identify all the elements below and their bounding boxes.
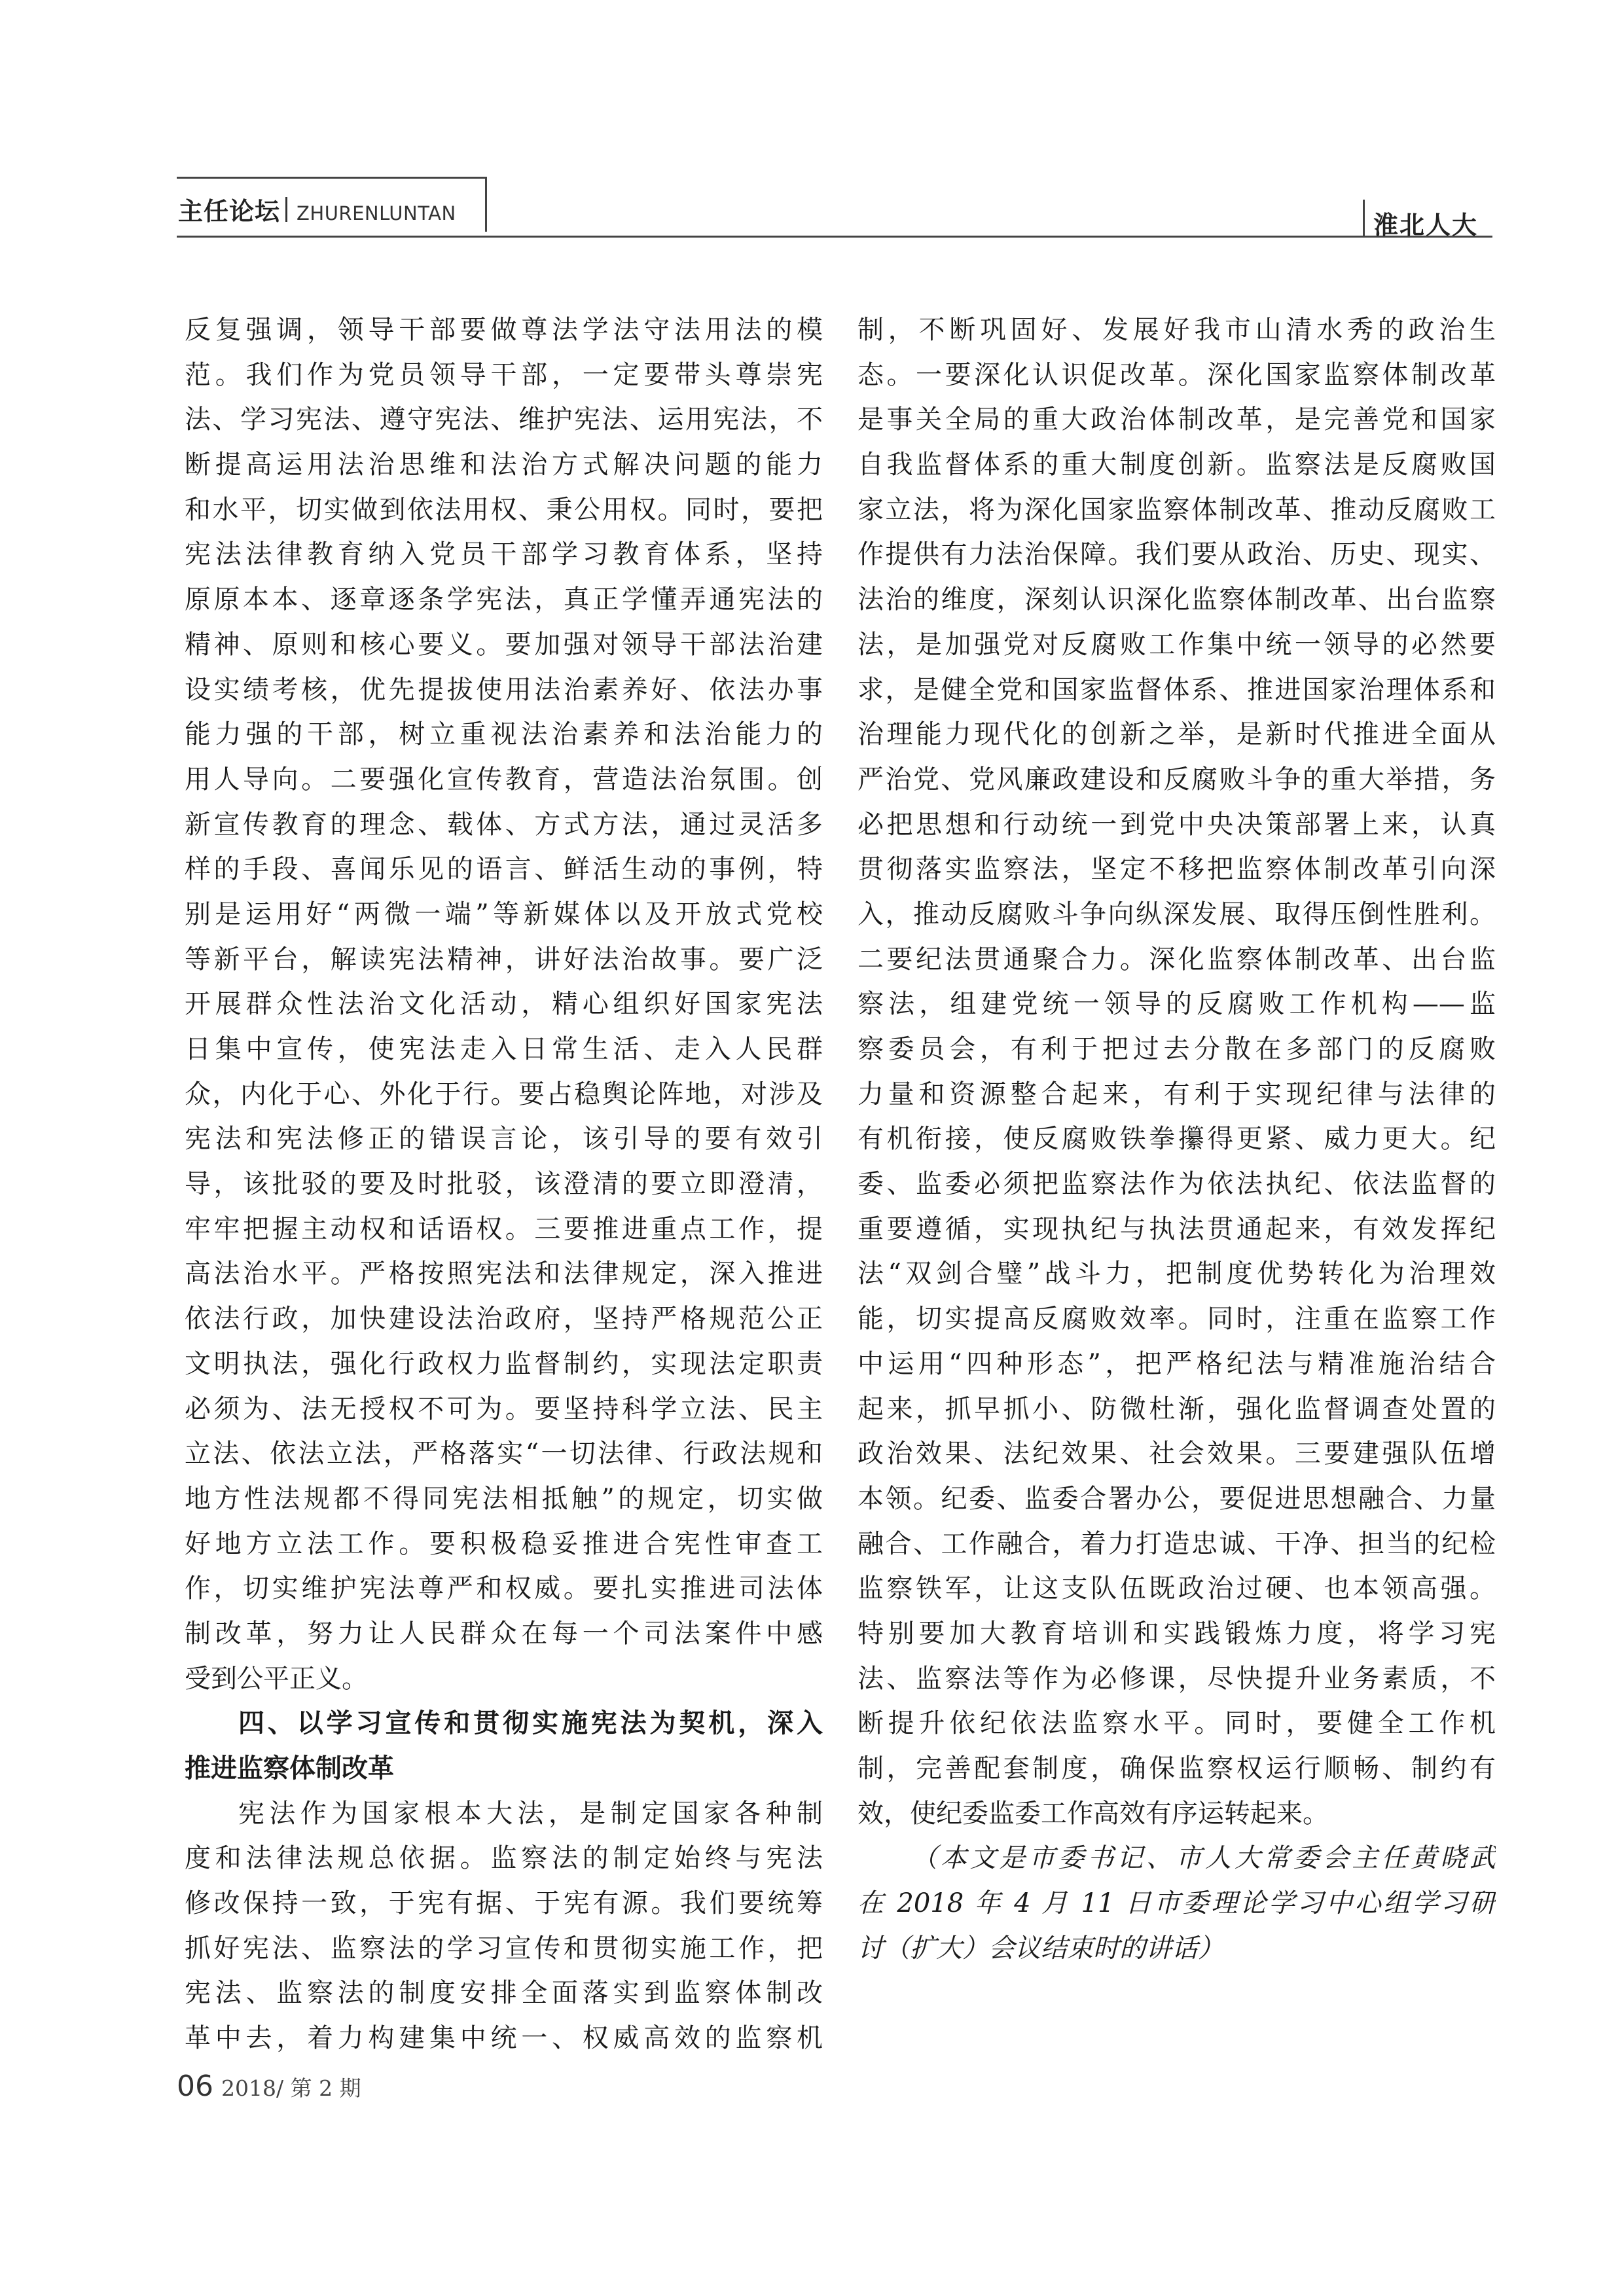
text-line: 政治效果、法纪效果、社会效果。三要建强队伍增 [857,1439,1496,1469]
text-line: 开展群众性法治文化活动，精心组织好国家宪法 [185,989,823,1020]
text-line: 和水平，切实做到依法用权、秉公用权。同时，要把 [185,494,823,525]
publication-name: 淮北人大 [1373,211,1479,240]
column-title-separator [285,197,287,222]
text-line: 依法行政，加快建设法治政府，坚持严格规范公正 [185,1304,823,1335]
left-column [185,308,823,2061]
text-line: 断提高运用法治思维和法治方式解决问题的能力 [185,450,823,480]
text-line: 作，切实维护宪法尊严和权威。要扎实推进司法体 [185,1573,823,1604]
text-line: 法、学习宪法、遵守宪法、维护宪法、运用宪法，不 [185,404,823,435]
text-line: 众，内化于心、外化于行。要占稳舆论阵地，对涉及 [185,1079,823,1109]
text-line: 是事关全局的重大政治体制改革，是完善党和国家 [857,404,1496,435]
text-line: 断提升依纪依法监察水平。同时，要健全工作机 [857,1708,1496,1739]
text-line: 文明执法，强化行政权力监督制约，实现法定职责 [185,1348,823,1379]
text-line: 宪法作为国家根本大法，是制定国家各种制 [238,1798,823,1829]
text-line: 修改保持一致，于宪有据、于宪有源。我们要统筹 [185,1888,823,1919]
text-line: 重要遵循，实现执纪与执法贯通起来，有效发挥纪 [857,1213,1496,1244]
text-line: 牢牢把握主动权和话语权。三要推进重点工作，提 [185,1213,823,1244]
text-line: 导，该批驳的要及时批驳，该澄清的要立即澄清， [185,1169,823,1200]
text-line: 设实绩考核，优先提拔使用法治素养好、依法办事 [185,674,823,705]
section-heading: 推进监察体制改革 [185,1753,394,1784]
text-line: 宪法、监察法的制度安排全面落实到监察体制改 [185,1978,823,2009]
text-line: 日集中宣传，使宪法走入日常生活、走入人民群 [185,1034,823,1064]
text-line: 监察铁军，让这支队伍既政治过硬、也本领高强。 [857,1573,1496,1604]
text-line: 察法，组建党统一领导的反腐败工作机构——监 [857,989,1496,1020]
text-line: 二要纪法贯通聚合力。深化监察体制改革、出台监 [857,944,1496,975]
text-line: 融合、工作融合，着力打造忠诚、干净、担当的纪检 [857,1528,1496,1559]
text-line: 别是运用好“两微一端”等新媒体以及开放式党校 [185,899,823,929]
text-line: 求，是健全党和国家监督体系、推进国家治理体系和 [857,674,1496,705]
text-line: 必须为、法无授权不可为。要坚持科学立法、民主 [185,1393,823,1424]
text-line: 入，推动反腐败斗争向纵深发展、取得压倒性胜利。 [857,899,1496,929]
text-line: 精神、原则和核心要义。要加强对领导干部法治建 [185,629,823,660]
text-line: 能，切实提高反腐败效率。同时，注重在监察工作 [857,1304,1496,1335]
text-line: 立法、依法立法，严格落实“一切法律、行政法规和 [185,1439,823,1469]
text-line: 作提供有力法治保障。我们要从政治、历史、现实、 [857,539,1496,570]
text-line: 家立法，将为深化国家监察体制改革、推动反腐败工 [857,494,1496,525]
text-line: 制，不断巩固好、发展好我市山清水秀的政治生 [857,315,1496,345]
text-line: 度和法律法规总依据。监察法的制定始终与宪法 [185,1843,823,1874]
text-line: 原原本本、逐章逐条学宪法，真正学懂弄通宪法的 [185,584,823,615]
column-title-cn: 主任论坛 [178,197,281,226]
text-line: 效，使纪委监委工作高效有序运转起来。 [857,1798,1329,1829]
author-note-line: 在 2018 年 4 月 11 日市委理论学习中心组学习研 [857,1888,1496,1919]
text-line: 宪法法律教育纳入党员干部学习教育体系，坚持 [185,539,823,570]
text-line: 高法治水平。严格按照宪法和法律规定，深入推进 [185,1259,823,1289]
text-line: 法、监察法等作为必修课，尽快提升业务素质，不 [857,1663,1496,1694]
text-line: 制，完善配套制度，确保监察权运行顺畅、制约有 [857,1753,1496,1784]
author-note-line: 讨（扩大）会议结束时的讲话） [857,1933,1224,1964]
author-note-line: （本文是市委书记、市人大常委会主任黄晓武 [911,1843,1496,1874]
text-line: 新宣传教育的理念、载体、方式方法，通过灵活多 [185,809,823,840]
text-line: 力量和资源整合起来，有利于实现纪律与法律的 [857,1079,1496,1109]
text-line: 宪法和宪法修正的错误言论，该引导的要有效引 [185,1124,823,1155]
text-line: 必把思想和行动统一到党中央决策部署上来，认真 [857,809,1496,840]
text-line: 自我监督体系的重大制度创新。监察法是反腐败国 [857,450,1496,480]
header-column-title [178,191,456,227]
text-line: 革中去，着力构建集中统一、权威高效的监察机 [185,2023,823,2054]
text-line: 受到公平正义。 [185,1663,368,1694]
column-title-en: ZHURENLUNTAN [297,202,456,224]
text-line: 委、监委必须把监察法作为依法执纪、依法监督的 [857,1169,1496,1200]
text-line: 能力强的干部，树立重视法治素养和法治能力的 [185,719,823,750]
text-line: 范。我们作为党员领导干部，一定要带头尊崇宪 [185,359,823,390]
text-line: 中运用“四种形态”，把严格纪法与精准施治结合 [857,1348,1496,1379]
text-line: 察委员会，有利于把过去分散在多部门的反腐败 [857,1034,1496,1064]
text-line: 用人导向。二要强化宣传教育，营造法治氛围。创 [185,764,823,795]
text-line: 本领。纪委、监委合署办公，要促进思想融合、力量 [857,1483,1496,1514]
text-line: 等新平台，解读宪法精神，讲好法治故事。要广泛 [185,944,823,975]
text-line: 好地方立法工作。要积极稳妥推进合宪性审查工 [185,1528,823,1559]
text-line: 法，是加强党对反腐败工作集中统一领导的必然要 [857,629,1496,660]
text-line: 态。一要深化认识促改革。深化国家监察体制改革 [857,359,1496,390]
text-line: 贯彻落实监察法，坚定不移把监察体制改革引向深 [857,854,1496,885]
right-column [857,308,1496,1971]
text-line: 抓好宪法、监察法的学习宣传和贯彻实施工作，把 [185,1933,823,1964]
section-heading: 四、以学习宣传和贯彻实施宪法为契机，深入 [238,1708,823,1739]
text-line: 样的手段、喜闻乐见的语言、鲜活生动的事例，特 [185,854,823,885]
text-line: 特别要加大教育培训和实践锻炼力度，将学习宪 [857,1618,1496,1649]
text-line: 反复强调，领导干部要做尊法学法守法用法的模 [185,315,823,345]
issue-label: 2018/ 第 2 期 [221,2075,361,2101]
text-line: 有机衔接，使反腐败铁拳攥得更紧、威力更大。纪 [857,1124,1496,1155]
text-line: 法“双剑合璧”战斗力，把制度优势转化为治理效 [857,1259,1496,1289]
text-line: 治理能力现代化的创新之举，是新时代推进全面从 [857,719,1496,750]
text-line: 起来，抓早抓小、防微杜渐，强化监督调查处置的 [857,1393,1496,1424]
header-bottom-rule [177,236,1492,238]
page-footer [177,2070,361,2103]
text-line: 制改革，努力让人民群众在每一个司法案件中感 [185,1618,823,1649]
page-number: 06 [177,2070,213,2103]
text-line: 法治的维度，深刻认识深化监察体制改革、出台监察 [857,584,1496,615]
text-line: 严治党、党风廉政建设和反腐败斗争的重大举措，务 [857,764,1496,795]
text-line: 地方性法规都不得同宪法相抵触”的规定，切实做 [185,1483,823,1514]
